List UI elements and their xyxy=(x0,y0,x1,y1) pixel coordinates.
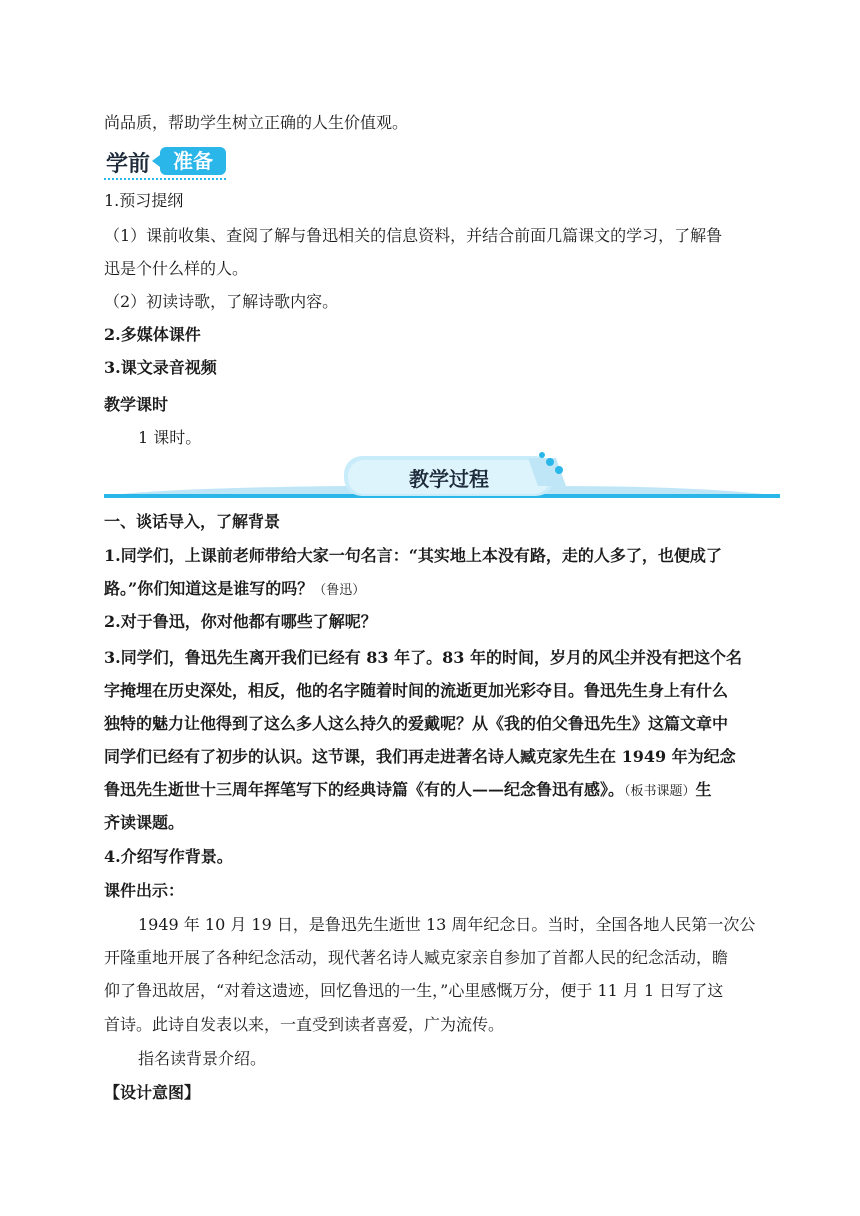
heading-line: 教学课时 xyxy=(104,395,169,414)
paragraph-line xyxy=(104,779,780,803)
paragraph-line: 同学们已经有了初步的认识。这节课，我们再走进著名诗人臧克家先生在 1949 年为纪念 xyxy=(104,747,736,766)
badge-label-left: 学前 xyxy=(106,152,151,177)
section-banner-process xyxy=(104,448,780,504)
background-line: 1949 年 10 月 19 日，是鲁迅先生逝世 13 周年纪念日。当时，全国各地人民第一次公 xyxy=(138,915,756,934)
paragraph-text-tail: 生 xyxy=(695,780,712,799)
background-line: 开隆重地开展了各种纪念活动，现代著名诗人臧克家亲自参加了首都人民的纪念活动，瞻 xyxy=(104,948,729,967)
paragraph-line: （1）课前收集、查阅了解与鲁迅相关的信息资料，并结合前面几篇课文的学习，了解鲁 xyxy=(104,226,723,245)
paragraph-text: 鲁迅先生逝世十三周年挥笔写下的经典诗篇《有的人——纪念鲁迅有感》。 xyxy=(104,780,625,799)
paragraph-line: 独特的魅力让他得到了这么多人这么持久的爱戴呢？从《我的伯父鲁迅先生》这篇文章中 xyxy=(104,714,729,733)
paragraph-line: （2）初读诗歌，了解诗歌内容。 xyxy=(104,292,339,311)
banner-title: 教学过程 xyxy=(409,467,489,491)
paragraph-line: 齐读课题。 xyxy=(104,813,185,832)
heading-line: 2.多媒体课件 xyxy=(104,325,201,344)
heading-line: 3.课文录音视频 xyxy=(104,358,217,377)
instruction-line: 指名读背景介绍。 xyxy=(138,1049,267,1068)
paragraph-line: 字掩埋在历史深处，相反，他的名字随着时间的流逝更加光彩夺目。鲁迅先生身上有什么 xyxy=(104,681,729,700)
badge-tag xyxy=(160,147,226,175)
badge-underline xyxy=(104,178,226,180)
section-heading: 一、谈话导入，了解背景 xyxy=(104,512,281,531)
paragraph-line xyxy=(104,578,780,602)
answer-note: （鲁迅） xyxy=(313,583,366,598)
paragraph-line: 3.同学们，鲁迅先生离开我们已经有 83 年了。83 年的时间，岁月的风尘并没有把这个名 xyxy=(104,648,742,667)
board-note: （板书课题） xyxy=(624,784,696,799)
background-line: 首诗。此诗自发表以来，一直受到读者喜爱，广为流传。 xyxy=(104,1015,505,1034)
paragraph-line: 尚品质，帮助学生树立正确的人生价值观。 xyxy=(104,113,409,132)
badge-label-right: 准备 xyxy=(173,149,213,173)
paragraph-line: 迅是个什么样的人。 xyxy=(104,259,249,278)
paragraph-line: 2.对于鲁迅，你对他都有哪些了解呢？ xyxy=(104,612,377,631)
paragraph-line: 1 课时。 xyxy=(138,428,202,447)
section-badge-prep xyxy=(104,143,228,179)
paragraph-line: 1.同学们，上课前老师带给大家一句名言：“其实地上本没有路，走的人多了，也便成了 xyxy=(104,546,722,565)
question-text: 路。”你们知道这是谁写的吗？ xyxy=(104,579,314,598)
paragraph-line: 4.介绍写作背景。 xyxy=(104,847,233,866)
background-line: 仰了鲁迅故居，“对着这遗迹，回忆鲁迅的一生，”心里感慨万分，便于 11 月 1 日写了这 xyxy=(104,981,724,1000)
heading-line: 1.预习提纲 xyxy=(104,191,184,210)
courseware-label: 课件出示： xyxy=(104,881,185,900)
design-intent-heading: 【设计意图】 xyxy=(104,1083,201,1102)
